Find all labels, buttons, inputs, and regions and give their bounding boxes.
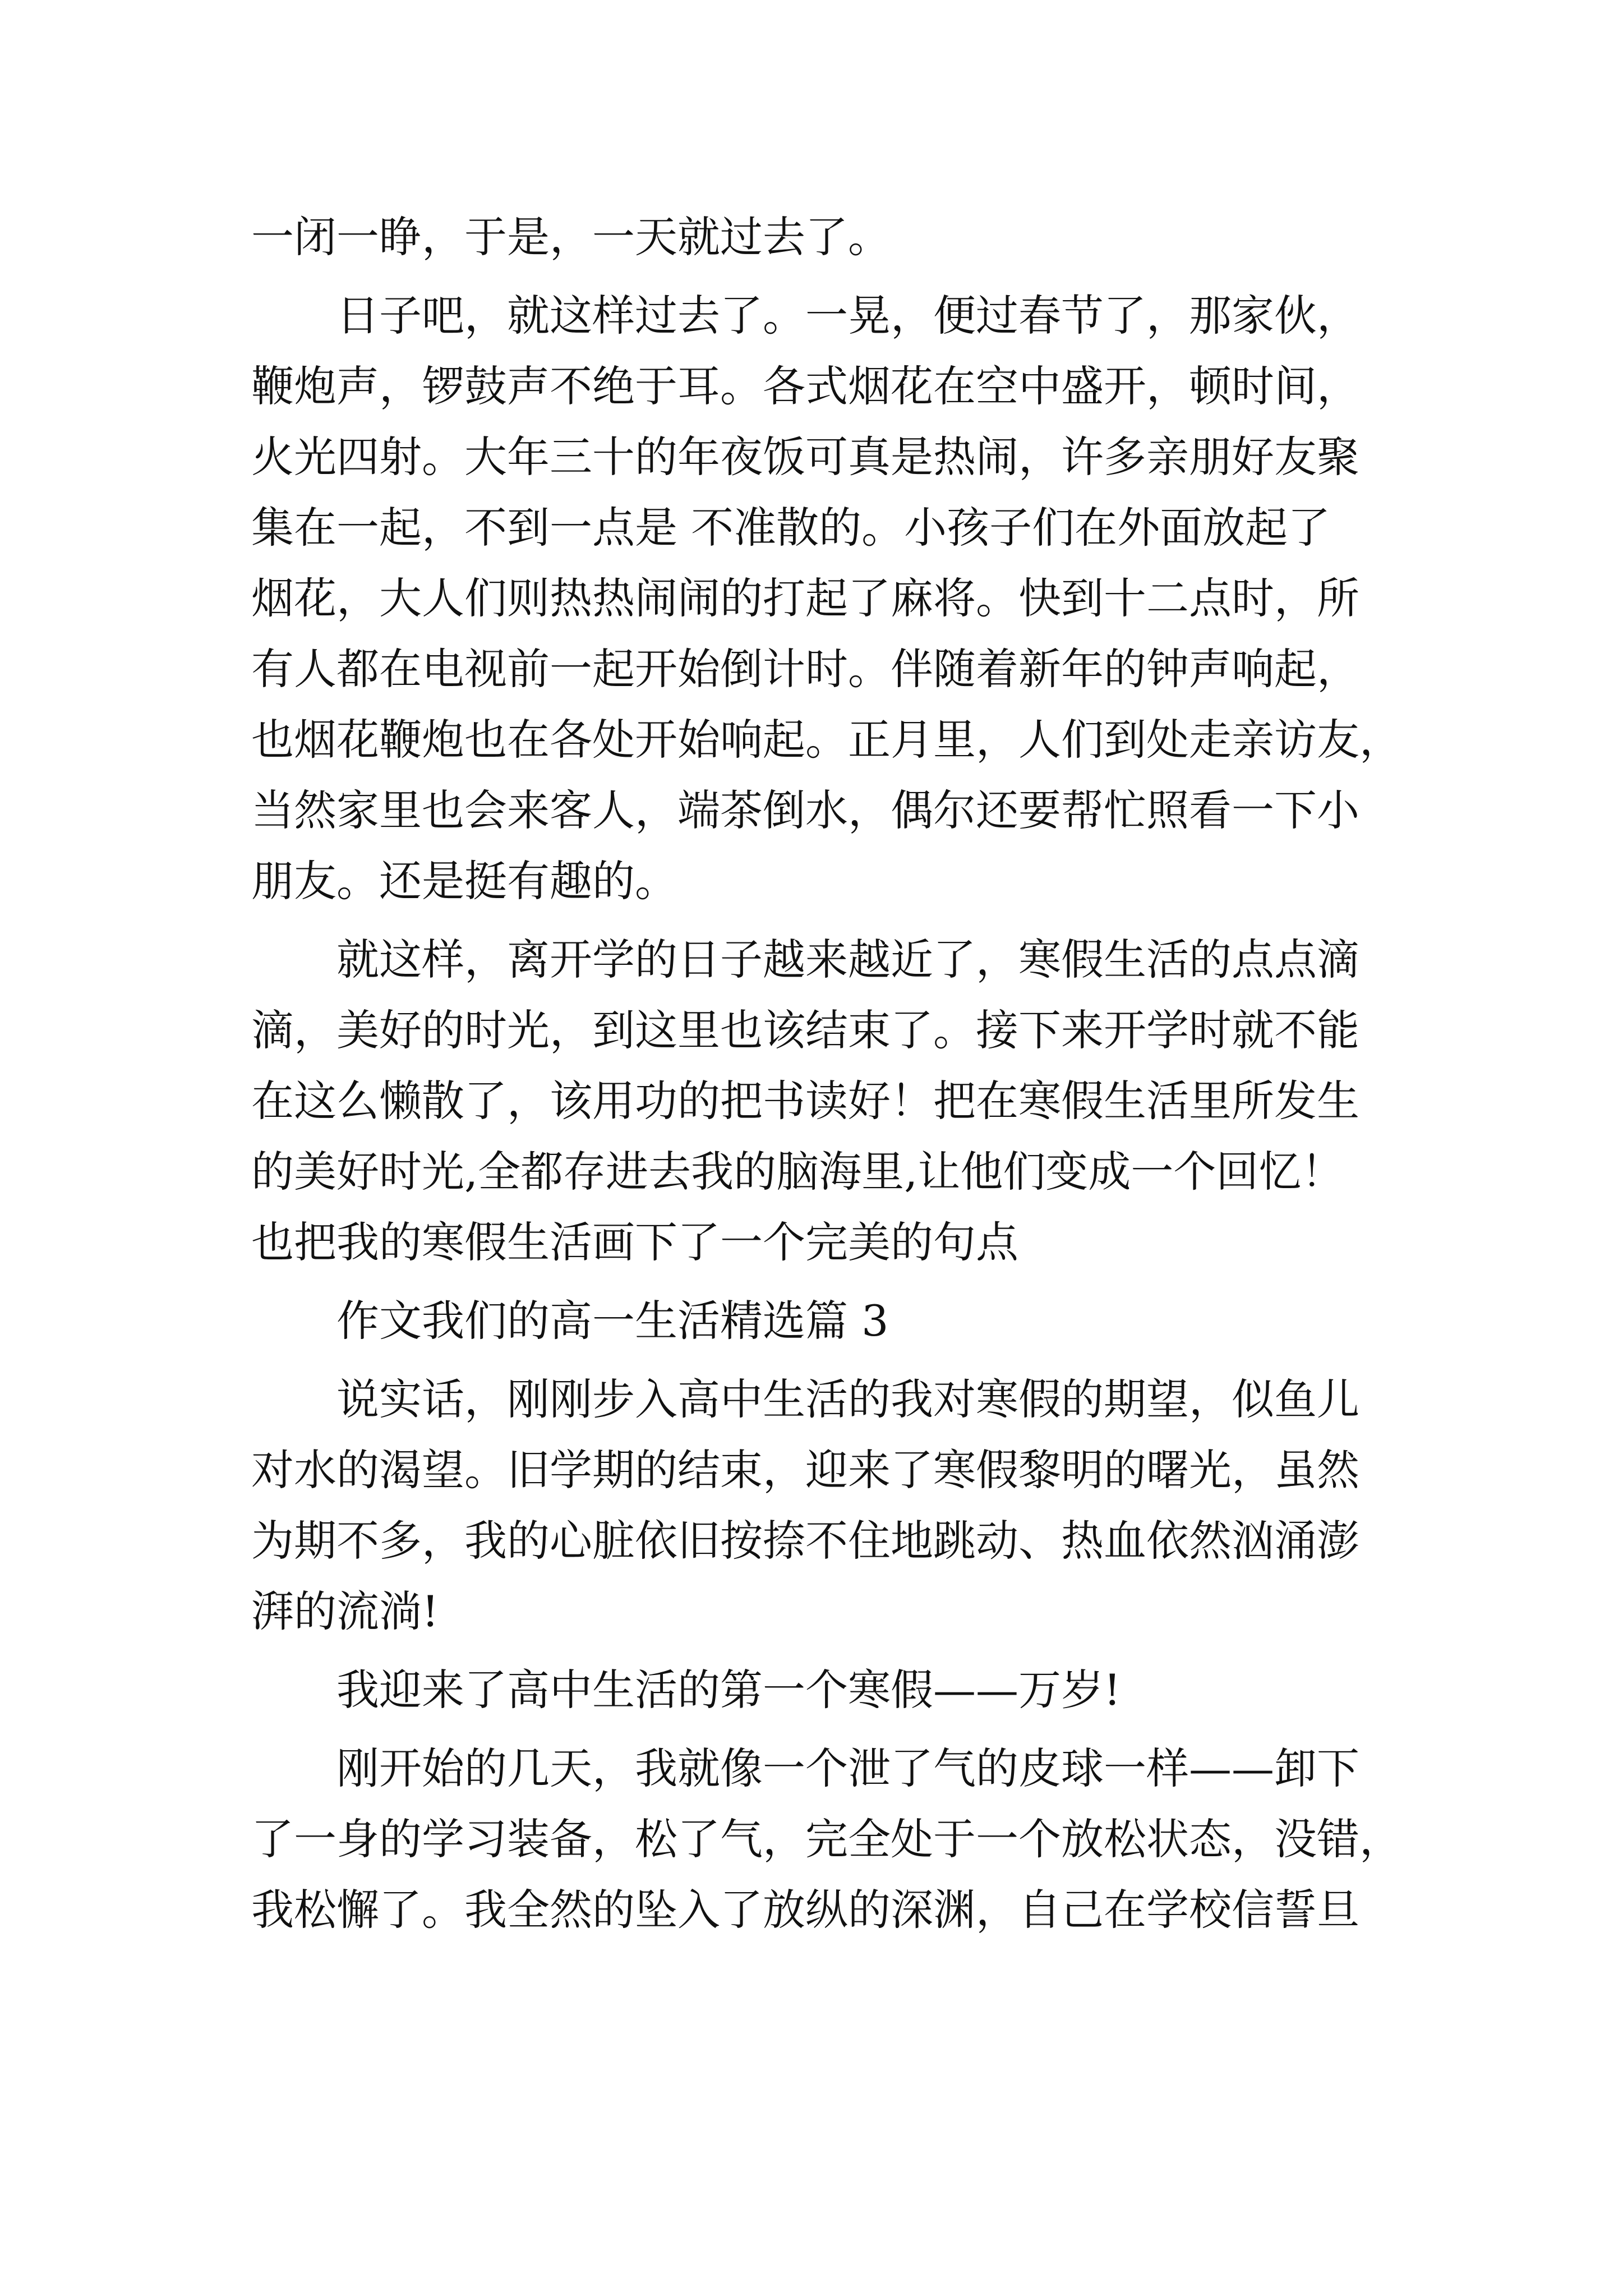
paragraph-gap [251, 917, 1401, 924]
text-line: 对水的渴望。旧学期的结束，迎来了寒假黎明的曙光，虽然 [251, 1445, 1359, 1495]
text-line: 也把我的寒假生活画下了一个完美的句点 [251, 1217, 1018, 1267]
text-line: 火光四射。大年三十的年夜饭可真是热闹，许多亲朋好友聚 [251, 432, 1359, 482]
text-line: 我松懈了。我全然的坠入了放纵的深渊，自己在学校信誓旦 [251, 1885, 1359, 1935]
text-line: 为期不多，我的心脏依旧按捺不住地跳动、热血依然汹涌澎 [251, 1516, 1359, 1566]
text-line: 我迎来了高中生活的第一个寒假——万岁! [336, 1665, 1121, 1715]
text-line: 一闭一睁，于是，一天就过去了。 [251, 212, 891, 262]
text-line: 鞭炮声，锣鼓声不绝于耳。各式烟花在空中盛开，顿时间， [251, 361, 1359, 411]
text-line: 有人都在电视前一起开始倒计时。伴随着新年的钟声响起， [251, 644, 1359, 694]
text-line: 刚开始的几天，我就像一个泄了气的皮球一样——卸下 [336, 1743, 1359, 1793]
text-line: 当然家里也会来客人，端茶倒水，偶尔还要帮忙照看一下小 [251, 785, 1359, 835]
text-line: 湃的流淌! [251, 1586, 439, 1636]
document-body [251, 202, 1401, 1945]
text-line: 的美好时光,全都存进去我的脑海里,让他们变成一个回忆！ [251, 1147, 1344, 1197]
text-line: 了一身的学习装备，松了气，完全处于一个放松状态，没错， [251, 1814, 1402, 1864]
text-line: 烟花，大人们则热热闹闹的打起了麻将。快到十二点时，所 [251, 573, 1359, 623]
paragraph-gap [251, 273, 1401, 280]
text-line: 集在一起，不到一点是 不准散的。小孩子们在外面放起了 [251, 503, 1331, 553]
text-line: 朋友。还是挺有趣的。 [251, 856, 677, 906]
text-line: 在这么懒散了，该用功的把书读好！把在寒假生活里所发生 [251, 1076, 1359, 1126]
paragraph-gap [251, 1356, 1401, 1364]
section-heading: 作文我们的高一生活精选篇 3 [336, 1296, 889, 1346]
paragraph-gap [251, 1278, 1401, 1286]
text-line: 就这样，离开学的日子越来越近了，寒假生活的点点滴 [336, 935, 1359, 984]
text-line: 滴，美好的时光，到这里也该结束了。接下来开学时就不能 [251, 1005, 1359, 1055]
text-line: 日子吧，就这样过去了。一晃，便过春节了，那家伙， [336, 291, 1359, 341]
text-line: 说实话，刚刚步入高中生活的我对寒假的期望，似鱼儿 [336, 1374, 1359, 1424]
paragraph-gap [251, 1647, 1401, 1655]
paragraph-gap [251, 1726, 1401, 1733]
text-line: 也烟花鞭炮也在各处开始响起。正月里，人们到处走亲访友， [251, 715, 1402, 765]
